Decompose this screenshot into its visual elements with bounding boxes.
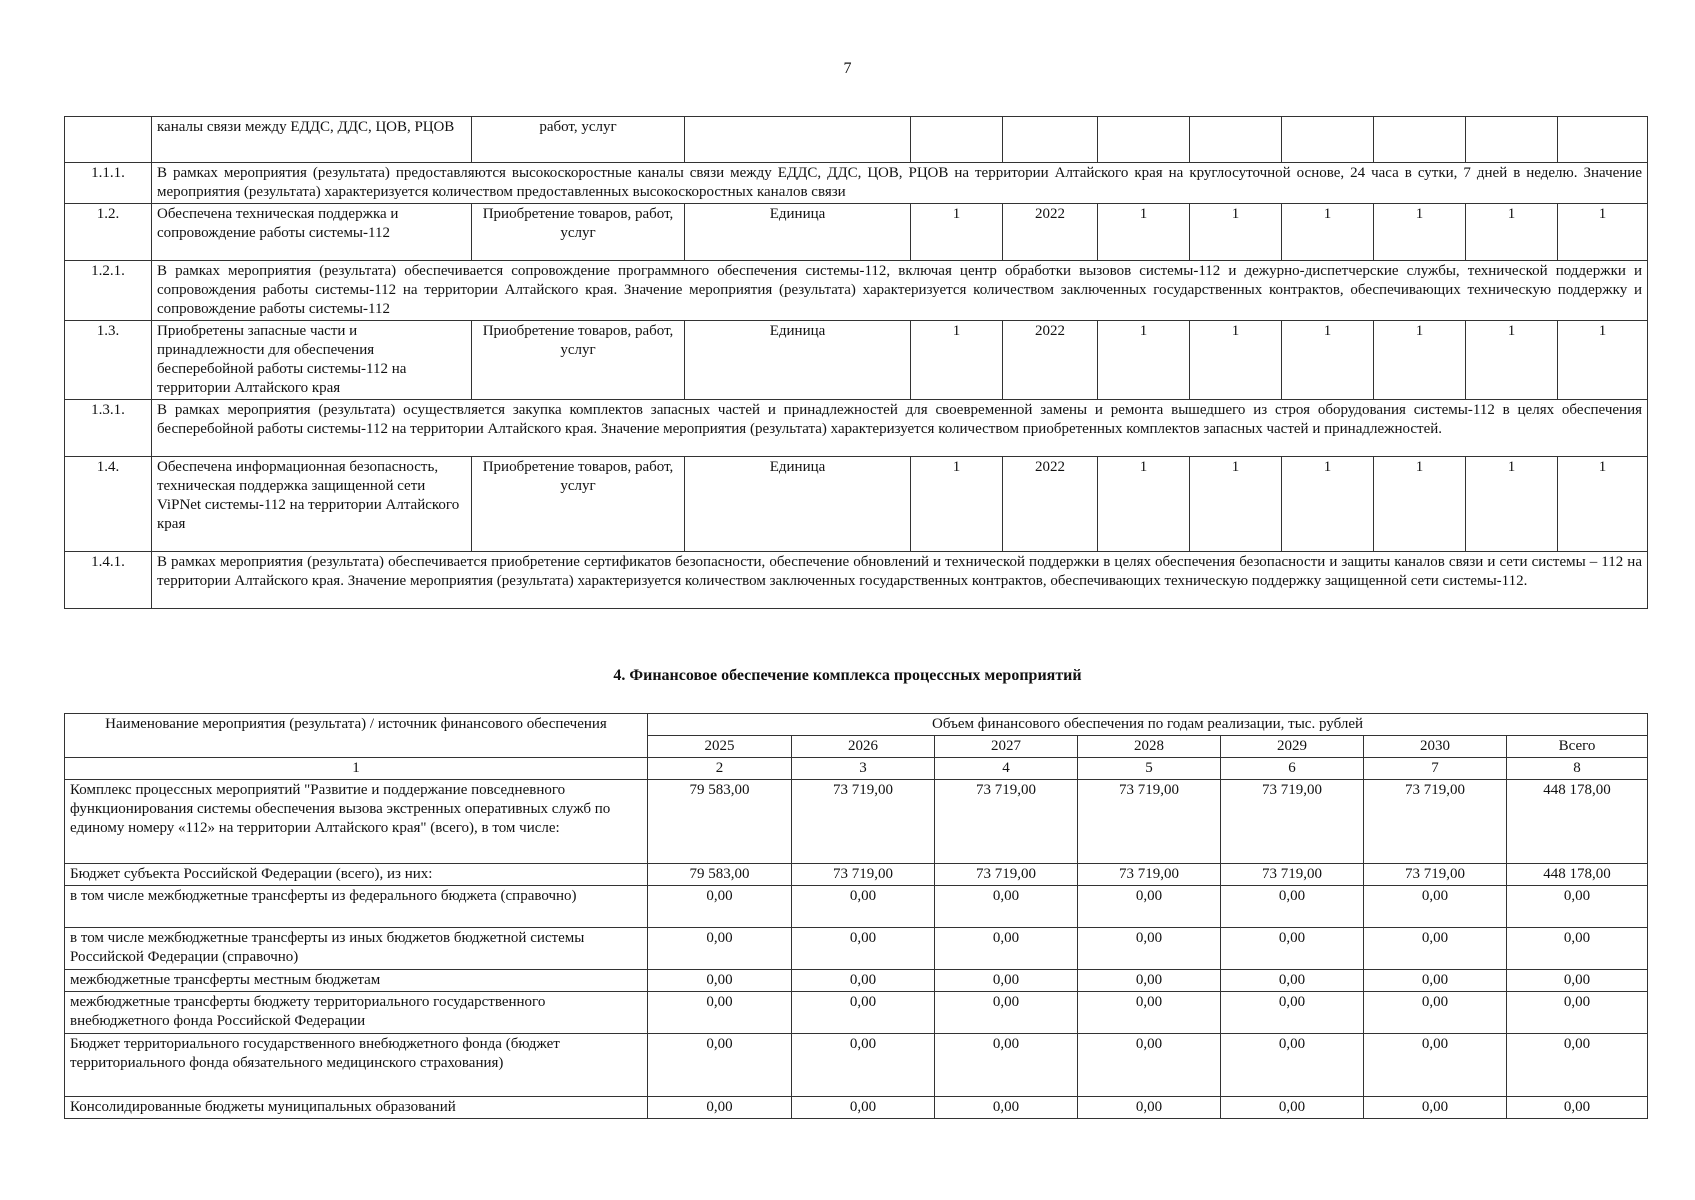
- measure-name: Обеспечена техническая поддержка и сопровождение работы системы-112: [152, 204, 472, 261]
- measure-unit: Единица: [685, 204, 911, 261]
- amount-cell: 0,00: [1364, 928, 1507, 970]
- row-number: 1.4.: [65, 457, 152, 552]
- amount-cell: 73 719,00: [792, 864, 935, 886]
- amount-cell: 0,00: [648, 928, 792, 970]
- amount-cell: 0,00: [1507, 970, 1648, 992]
- year-value: 1: [1374, 457, 1466, 552]
- source-label: в том числе межбюджетные трансферты из федерального бюджета (справочно): [65, 886, 648, 928]
- source-label: Бюджет субъекта Российской Федерации (всего), из них:: [65, 864, 648, 886]
- amount-cell: 0,00: [1221, 992, 1364, 1034]
- amount-cell: 0,00: [1507, 1034, 1648, 1097]
- year-header: 2028: [1078, 736, 1221, 758]
- row-number: 1.3.1.: [65, 400, 152, 457]
- finance-row: [65, 1034, 1648, 1097]
- amount-cell: 448 178,00: [1507, 780, 1648, 864]
- amount-cell: 0,00: [792, 928, 935, 970]
- amount-cell: 0,00: [648, 886, 792, 928]
- row-number: 1.1.1.: [65, 163, 152, 204]
- amount-cell: 73 719,00: [1221, 864, 1364, 886]
- year-value: [1098, 117, 1190, 163]
- year-value: 1: [1098, 321, 1190, 400]
- year-header: Всего: [1507, 736, 1648, 758]
- year-value: 1: [1558, 457, 1648, 552]
- description-row: [65, 261, 1648, 321]
- base-year: 2022: [1003, 321, 1098, 400]
- amount-cell: 0,00: [1078, 1097, 1221, 1119]
- amount-cell: 0,00: [648, 1034, 792, 1097]
- amount-cell: 0,00: [935, 886, 1078, 928]
- year-value: 1: [1282, 204, 1374, 261]
- amount-cell: 0,00: [1364, 992, 1507, 1034]
- amount-cell: 0,00: [1364, 970, 1507, 992]
- measure-name: каналы связи между ЕДДС, ДДС, ЦОВ, РЦОВ: [152, 117, 472, 163]
- base-value: 1: [911, 204, 1003, 261]
- year-value: 1: [1558, 321, 1648, 400]
- finance-colnum-row: [65, 758, 1648, 780]
- amount-cell: 0,00: [935, 992, 1078, 1034]
- year-value: 1: [1190, 204, 1282, 261]
- year-value: [1190, 117, 1282, 163]
- year-value: 1: [1558, 204, 1648, 261]
- row-description: В рамках мероприятия (результата) предоставляются высокоскоростные каналы связи между ЕДДС, ДДС, ЦОВ, РЦОВ на территории Алтайского края на круглосуточной основе, 24 часа в сутки, 7 дней в неделю. Значение мероприятия (результата) характеризуется количеством предоставленных высокоскоростных каналов связи: [152, 163, 1648, 204]
- amount-cell: 0,00: [792, 886, 935, 928]
- base-year: [1003, 117, 1098, 163]
- year-header: 2030: [1364, 736, 1507, 758]
- row-number: 1.3.: [65, 321, 152, 400]
- finance-header-row: [65, 714, 1648, 736]
- amount-cell: 0,00: [1507, 928, 1648, 970]
- measure-row: [65, 457, 1648, 552]
- measure-row: [65, 321, 1648, 400]
- measure-unit: Единица: [685, 457, 911, 552]
- year-value: 1: [1374, 321, 1466, 400]
- column-number: 1: [65, 758, 648, 780]
- source-label: межбюджетные трансферты бюджету территориального государственного внебюджетного фонда Российской Федерации: [65, 992, 648, 1034]
- measure-name: Обеспечена информационная безопасность, техническая поддержка защищенной сети ViPNet системы-112 на территории Алтайского края: [152, 457, 472, 552]
- row-number: 1.2.: [65, 204, 152, 261]
- year-header: 2025: [648, 736, 792, 758]
- row-number: [65, 117, 152, 163]
- finance-row: [65, 864, 1648, 886]
- column-number: 3: [792, 758, 935, 780]
- finance-row: [65, 1097, 1648, 1119]
- amount-cell: 0,00: [935, 928, 1078, 970]
- amount-cell: 79 583,00: [648, 780, 792, 864]
- measure-unit: [685, 117, 911, 163]
- amount-cell: 0,00: [1507, 992, 1648, 1034]
- finance-row: [65, 780, 1648, 864]
- column-number: 4: [935, 758, 1078, 780]
- amount-cell: 0,00: [1221, 1034, 1364, 1097]
- amount-cell: 73 719,00: [1221, 780, 1364, 864]
- header-volume: Объем финансового обеспечения по годам реализации, тыс. рублей: [648, 714, 1648, 736]
- row-description: В рамках мероприятия (результата) обеспечивается приобретение сертификатов безопасности, обеспечение обновлений и технической поддержки в целях обеспечения безопасности и защиты каналов связи и сети системы – 112 на территории Алтайского края. Значение мероприятия (результата) характеризуется количеством заключенных государственных контрактов, обеспечивающих техническую поддержку защищенной сети системы-112.: [152, 552, 1648, 609]
- section-title: 4. Финансовое обеспечение комплекса процессных мероприятий: [613, 667, 1082, 684]
- amount-cell: 0,00: [1078, 992, 1221, 1034]
- year-value: [1466, 117, 1558, 163]
- base-value: 1: [911, 457, 1003, 552]
- measure-kind: Приобретение товаров, работ, услуг: [472, 204, 685, 261]
- year-value: 1: [1282, 457, 1374, 552]
- year-header: 2026: [792, 736, 935, 758]
- finance-row: [65, 886, 1648, 928]
- amount-cell: 0,00: [1221, 1097, 1364, 1119]
- amount-cell: 448 178,00: [1507, 864, 1648, 886]
- source-label: в том числе межбюджетные трансферты из иных бюджетов бюджетной системы Российской Федерации (справочно): [65, 928, 648, 970]
- amount-cell: 0,00: [1507, 1097, 1648, 1119]
- finance-row: [65, 992, 1648, 1034]
- amount-cell: 0,00: [1364, 1097, 1507, 1119]
- year-value: 1: [1374, 204, 1466, 261]
- year-value: [1282, 117, 1374, 163]
- measure-unit: Единица: [685, 321, 911, 400]
- column-number: 7: [1364, 758, 1507, 780]
- amount-cell: 0,00: [1221, 970, 1364, 992]
- measure-kind: Приобретение товаров, работ, услуг: [472, 457, 685, 552]
- row-number: 1.2.1.: [65, 261, 152, 321]
- year-value: 1: [1466, 321, 1558, 400]
- description-row: [65, 163, 1648, 204]
- amount-cell: 73 719,00: [1078, 780, 1221, 864]
- amount-cell: 0,00: [935, 1034, 1078, 1097]
- measure-kind: работ, услуг: [472, 117, 685, 163]
- finance-table: [64, 713, 1648, 1119]
- measure-row: [65, 204, 1648, 261]
- year-header: 2027: [935, 736, 1078, 758]
- amount-cell: 73 719,00: [1078, 864, 1221, 886]
- amount-cell: 0,00: [935, 1097, 1078, 1119]
- row-description: В рамках мероприятия (результата) осуществляется закупка комплектов запасных частей и принадлежностей для своевременной замены и ремонта вышедшего из строя оборудования системы-112 в целях обеспечения бесперебойной работы системы-112 на территории Алтайского края. Значение мероприятия (результата) характеризуется количеством приобретенных комплектов запасных частей и принадлежностей.: [152, 400, 1648, 457]
- year-value: 1: [1282, 321, 1374, 400]
- base-year: 2022: [1003, 457, 1098, 552]
- header-name: Наименование мероприятия (результата) / источник финансового обеспечения: [65, 714, 648, 758]
- year-value: 1: [1190, 321, 1282, 400]
- source-label: межбюджетные трансферты местным бюджетам: [65, 970, 648, 992]
- amount-cell: 73 719,00: [935, 864, 1078, 886]
- year-header: 2029: [1221, 736, 1364, 758]
- description-row: [65, 400, 1648, 457]
- base-value: [911, 117, 1003, 163]
- source-label: Бюджет территориального государственного внебюджетного фонда (бюджет территориального фонда обязательного медицинского страхования): [65, 1034, 648, 1097]
- measure-row: [65, 117, 1648, 163]
- amount-cell: 0,00: [1221, 928, 1364, 970]
- amount-cell: 79 583,00: [648, 864, 792, 886]
- amount-cell: 0,00: [648, 992, 792, 1034]
- column-number: 5: [1078, 758, 1221, 780]
- base-year: 2022: [1003, 204, 1098, 261]
- column-number: 8: [1507, 758, 1648, 780]
- base-value: 1: [911, 321, 1003, 400]
- finance-row: [65, 970, 1648, 992]
- row-number: 1.4.1.: [65, 552, 152, 609]
- amount-cell: 0,00: [935, 970, 1078, 992]
- year-value: [1558, 117, 1648, 163]
- page-number: 7: [843, 60, 852, 77]
- amount-cell: 0,00: [1364, 1034, 1507, 1097]
- amount-cell: 0,00: [648, 970, 792, 992]
- year-value: [1374, 117, 1466, 163]
- amount-cell: 0,00: [792, 992, 935, 1034]
- amount-cell: 0,00: [648, 1097, 792, 1119]
- year-value: 1: [1098, 204, 1190, 261]
- year-value: 1: [1466, 204, 1558, 261]
- amount-cell: 0,00: [1507, 886, 1648, 928]
- amount-cell: 0,00: [792, 970, 935, 992]
- amount-cell: 0,00: [792, 1097, 935, 1119]
- amount-cell: 0,00: [792, 1034, 935, 1097]
- amount-cell: 0,00: [1364, 886, 1507, 928]
- year-value: 1: [1098, 457, 1190, 552]
- amount-cell: 0,00: [1221, 886, 1364, 928]
- amount-cell: 0,00: [1078, 928, 1221, 970]
- row-description: В рамках мероприятия (результата) обеспечивается сопровождение программного обеспечения системы-112, включая центр обработки вызовов системы-112 и дежурно-диспетчерские службы, технической поддержки и сопровождения работы системы-112 на территории Алтайского края. Значение мероприятия (результата) характеризуется количеством заключенных государственных контрактов, обеспечивающих техническую поддержку и сопровождение работы системы-112: [152, 261, 1648, 321]
- column-number: 6: [1221, 758, 1364, 780]
- year-value: 1: [1190, 457, 1282, 552]
- finance-row: [65, 928, 1648, 970]
- measures-table: [64, 116, 1648, 609]
- column-number: 2: [648, 758, 792, 780]
- source-label: Консолидированные бюджеты муниципальных образований: [65, 1097, 648, 1119]
- measure-kind: Приобретение товаров, работ, услуг: [472, 321, 685, 400]
- amount-cell: 0,00: [1078, 970, 1221, 992]
- amount-cell: 73 719,00: [1364, 864, 1507, 886]
- amount-cell: 73 719,00: [792, 780, 935, 864]
- amount-cell: 73 719,00: [1364, 780, 1507, 864]
- source-label: Комплекс процессных мероприятий "Развитие и поддержание повседневного функционирования системы обеспечения вызова экстренных оперативных служб по единому номеру «112» на территории Алтайского края" (всего), в том числе:: [65, 780, 648, 864]
- measure-name: Приобретены запасные части и принадлежности для обеспечения бесперебойной работы системы-112 на территории Алтайского края: [152, 321, 472, 400]
- amount-cell: 0,00: [1078, 886, 1221, 928]
- year-value: 1: [1466, 457, 1558, 552]
- amount-cell: 0,00: [1078, 1034, 1221, 1097]
- description-row: [65, 552, 1648, 609]
- amount-cell: 73 719,00: [935, 780, 1078, 864]
